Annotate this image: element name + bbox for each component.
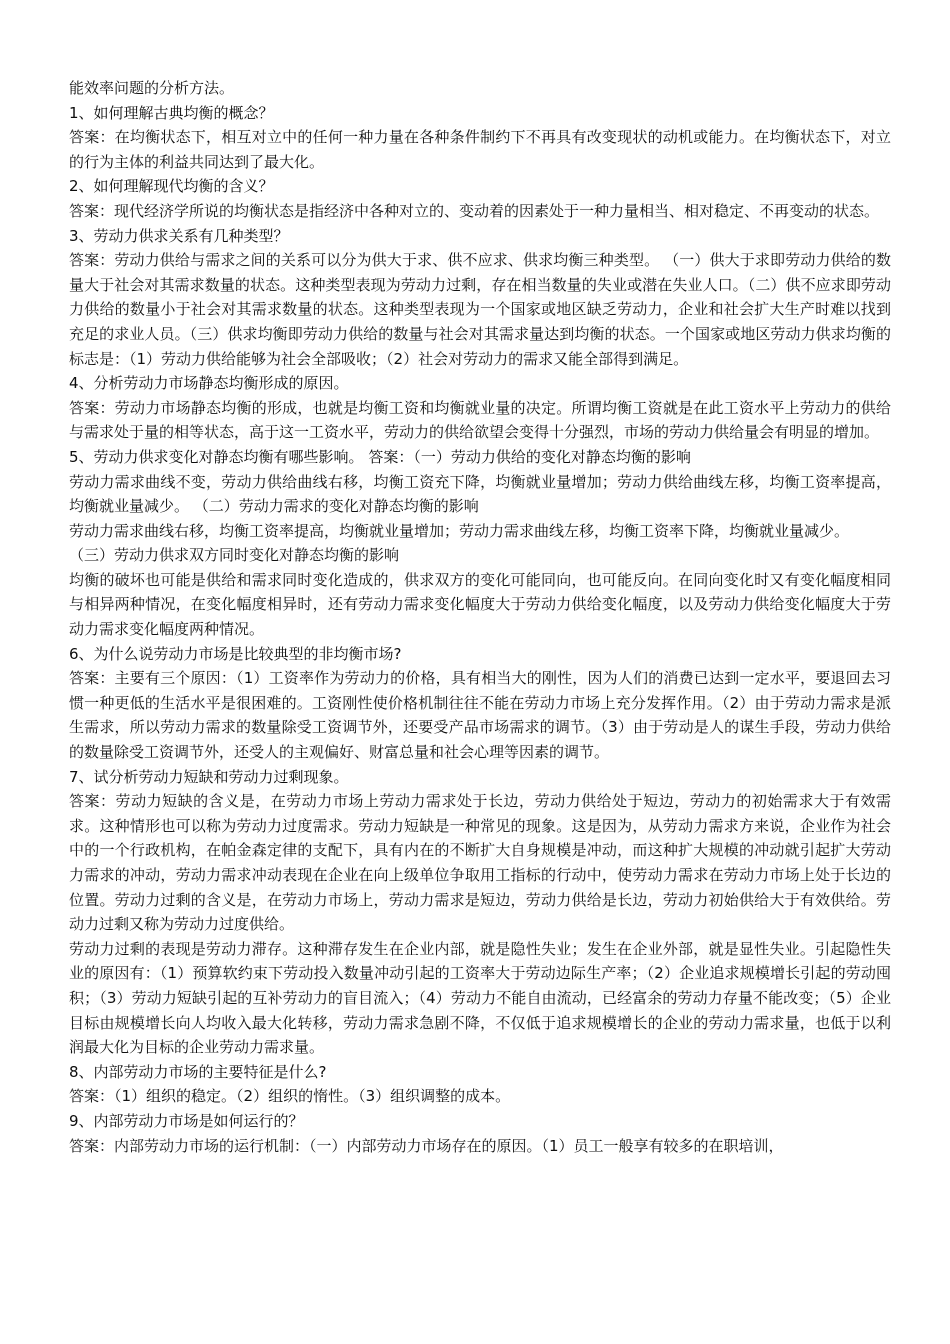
question-3: 3、劳动力供求关系有几种类型？ — [69, 226, 289, 245]
question-9: 9、内部劳动力市场是如何运行的？ — [69, 1111, 304, 1130]
question-8: 8、内部劳动力市场的主要特征是什么? — [69, 1062, 327, 1081]
answer-7-part-2: 劳动力过剩的表现是劳动力滞存。这种滞存发生在企业内部，就是隐性失业；发生在企业外部，就是显性失业。引起隐性失业的原因有：（1）预算软约束下劳动投入数量冲动引起的工资率大于劳动边际生产率；（2）企业追求规模增长引起的劳动囤积；（3）劳动力短缺引起的互补劳动力的盲目流入；（4）劳动力不能自由流动，已经富余的劳动力存量不能改变；（5）企业目标由规模增长向人均收入最大化转移，劳动力需求急剧不降，不仅低于追求规模增长的企业的劳动力需求量，也低于以利润最大化为目标的企业劳动力需求量。 — [69, 939, 891, 1057]
question-2: 2、如何理解现代均衡的含义？ — [69, 177, 274, 196]
answer-5-part-1: 劳动力需求曲线不变，劳动力供给曲线右移，均衡工资充下降，均衡就业量增加；劳动力供给曲线左移，均衡工资率提高，均衡就业量减少。 （二）劳动力需求的变化对静态均衡的影响 — [69, 472, 891, 516]
question-4: 4、分析劳动力市场静态均衡形成的原因。 — [69, 374, 349, 393]
answer-8: 答案：（1）组织的稳定。（2）组织的惰性。（3）组织调整的成本。 — [69, 1087, 511, 1106]
question-6: 6、为什么说劳动力市场是比较典型的非均衡市场? — [69, 644, 402, 663]
question-7: 7、试分析劳动力短缺和劳动力过剩现象。 — [69, 767, 349, 786]
answer-6: 答案：主要有三个原因：（1）工资率作为劳动力的价格，具有相当大的刚性，因为人们的消费已达到一定水平，要退回去习惯一种更低的生活水平是很困难的。工资刚性使价格机制往往不能在劳动力市场上充分发挥作用。（2）由于劳动力需求是派生需求，所以劳动力需求的数量除受工资调节外，还要受产品市场需求的调节。（3）由于劳动是人的谋生手段，劳动力供给的数量除受工资调节外，还受人的主观偏好、财富总量和社会心理等因素的调节。 — [69, 669, 891, 762]
answer-2: 答案：现代经济学所说的均衡状态是指经济中各种对立的、变动着的因素处于一种力量相当、相对稳定、不再变动的状态。 — [69, 201, 880, 220]
answer-1: 答案：在均衡状态下，相互对立中的任何一种力量在各种条件制约下不再具有改变现状的动机或能力。在均衡状态下，对立的行为主体的利益共同达到了最大化。 — [69, 128, 891, 171]
text-line: 能效率问题的分析方法。 — [69, 79, 235, 97]
answer-4: 答案：劳动力市场静态均衡的形成，也就是均衡工资和均衡就业量的决定。所谓均衡工资就是在此工资水平上劳动力的供给与需求处于量的相等状态，高于这一工资水平，劳动力的供给欲望会变得十分强烈，市场的劳动力供给量会有明显的增加。 — [69, 398, 891, 442]
answer-9: 答案：内部劳动力市场的运行机制：（一）内部劳动力市场存在的原因。（1）员工一般享有较多的在职培训， — [69, 1136, 784, 1155]
question-5: 5、劳动力供求变化对静态均衡有哪些影响。 答案：（一）劳动力供给的变化对静态均衡的影响 — [69, 447, 691, 466]
answer-7-part-1: 答案：劳动力短缺的含义是，在劳动力市场上劳动力需求处于长边，劳动力供给处于短边，劳动力的初始需求大于有效需求。这种情形也可以称为劳动力过度需求。劳动力短缺是一种常见的现象。这是因为，从劳动力需求方来说，企业作为社会中的一个行政机构，在帕金森定律的支配下，具有内在的不断扩大自身规模是冲动，而这种扩大规模的冲动就引起扩大劳动力需求的冲动，劳动力需求冲动表现在企业在向上级单位争取用工指标的行动中，使劳动力需求在劳动力市场上处于长边的位置。劳动力过剩的含义是，在劳动力市场上，劳动力需求是短边，劳动力供给是长边，劳动力初始供给大于有效供给。劳动力过剩又称为劳动力过度供给。 — [69, 792, 891, 934]
answer-5-part-2: 劳动力需求曲线右移，均衡工资率提高，均衡就业量增加；劳动力需求曲线左移，均衡工资率下降，均衡就业量减少。 — [69, 521, 850, 540]
answer-3: 答案：劳动力供给与需求之间的关系可以分为供大于求、供不应求、供求均衡三种类型。 （一）供大于求即劳动力供给的数量大于社会对其需求数量的状态。这种类型表现为劳动力过剩，存在相当数量的失业或潜在失业人口。（二）供不应求即劳动力供给的数量小于社会对其需求数量的状态。这种类型表现为一个国家或地区缺乏劳动力，企业和社会扩大生产时难以找到充足的求业人员。（三）供求均衡即劳动力供给的数量与社会对其需求量达到均衡的状态。一个国家或地区劳动力供求均衡的标志是：（1）劳动力供给能够为社会全部吸收；（2）社会对劳动力的需求又能全部得到满足。 — [69, 251, 891, 368]
answer-5-part-3: 均衡的破坏也可能是供给和需求同时变化造成的，供求双方的变化可能同向，也可能反向。在同向变化时又有变化幅度相同与相异两种情况，在变化幅度相异时，还有劳动力需求变化幅度大于劳动力供给变化幅度，以及劳动力供给变化幅度大于劳动力需求变化幅度两种情况。 — [69, 570, 891, 639]
document-page — [69, 76, 891, 1158]
answer-5-heading-3: （三）劳动力供求双方同时变化对静态均衡的影响 — [69, 546, 400, 565]
question-1: 1、如何理解古典均衡的概念？ — [69, 103, 274, 122]
